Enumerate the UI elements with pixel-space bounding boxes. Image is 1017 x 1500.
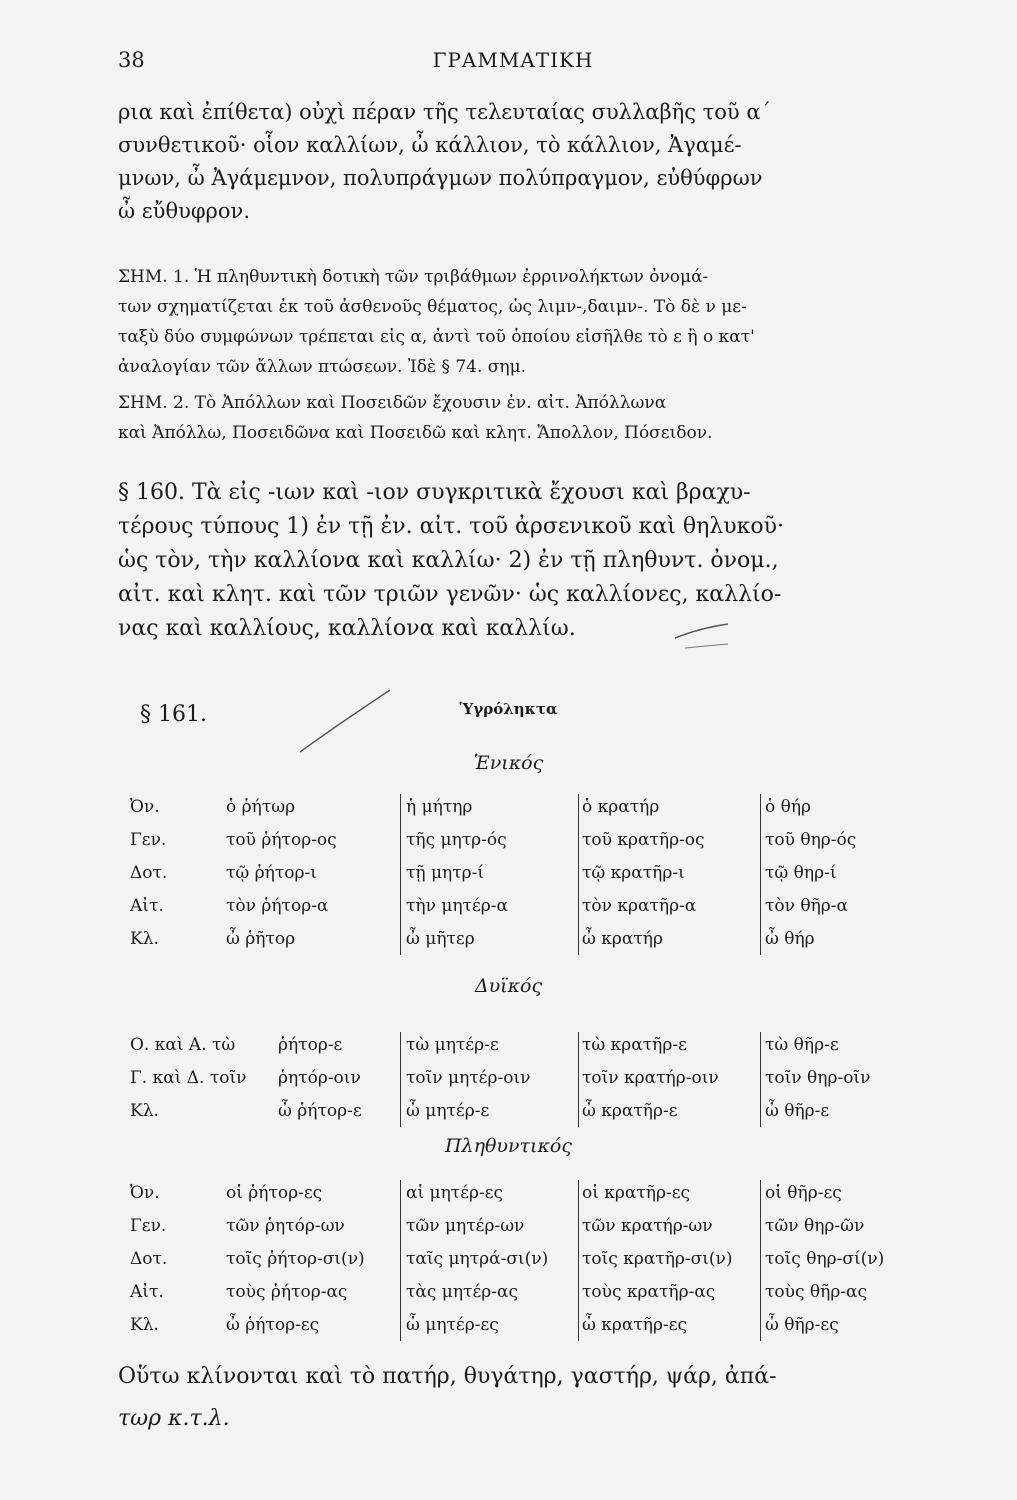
declension-cell: τῶν θηρ-ῶν bbox=[765, 1216, 865, 1236]
declension-cell: ἡ μήτηρ bbox=[406, 797, 473, 817]
case-label: Δοτ. bbox=[130, 1249, 168, 1269]
declension-cell: τοῦ θηρ-ός bbox=[765, 830, 857, 850]
declension-cell: τὸν κρατῆρ-α bbox=[582, 896, 697, 916]
text-line: § 160. Τὰ εἰς -ιων καὶ -ιον συγκριτικὰ ἔχουσι καὶ βραχυ- bbox=[118, 480, 751, 505]
declension-cell: ὁ κρατήρ bbox=[582, 797, 660, 817]
declension-cell: ὁ θήρ bbox=[765, 797, 812, 817]
declension-cell: τῷ θηρ-ί bbox=[765, 863, 837, 883]
table-title: Ὑγρόληκτα bbox=[459, 700, 558, 718]
declension-cell: ὦ μητέρ-ες bbox=[406, 1315, 499, 1335]
declension-cell: ὦ κρατήρ bbox=[582, 929, 663, 949]
declension-cell: οἱ θῆρ-ες bbox=[765, 1183, 842, 1203]
case-label: Κλ. bbox=[130, 929, 159, 949]
declension-cell: τοῖν θηρ-οῖν bbox=[765, 1068, 871, 1088]
case-label: Ὀν. bbox=[130, 797, 160, 817]
text-line: νας καὶ καλλίους, καλλίονα καὶ καλλίω. bbox=[118, 616, 576, 641]
declension-cell: τὰς μητέρ-ας bbox=[406, 1282, 518, 1302]
text-line: ταξὺ δύο συμφώνων τρέπεται εἰς α, ἀντὶ τοῦ ὁποίου εἰσῆλθε τὸ ε ἢ ο κατ' bbox=[118, 327, 755, 347]
pencil-stroke bbox=[675, 624, 728, 638]
text-line: ΣΗΜ. 2. Τὸ Ἀπόλλων καὶ Ποσειδῶν ἔχουσιν ἐν. αἰτ. Ἀπόλλωνα bbox=[118, 393, 667, 413]
declension-cell: τῇ μητρ-ί bbox=[406, 863, 485, 883]
case-label: Γεν. bbox=[130, 830, 167, 850]
declension-cell: ὦ κρατῆρ-ες bbox=[582, 1315, 688, 1335]
heading-dual: Δυϊκός bbox=[474, 975, 543, 997]
page-number: 38 bbox=[118, 48, 145, 72]
declension-cell: τοὺς θῆρ-ας bbox=[765, 1282, 868, 1302]
declension-cell: ὦ θήρ bbox=[765, 929, 815, 949]
heading-plural: Πληθυντικός bbox=[444, 1135, 573, 1157]
declension-cell: τοῖν μητέρ-οιν bbox=[406, 1068, 531, 1088]
declension-cell: ὦ θῆρ-ε bbox=[765, 1101, 830, 1121]
text-line: ὦ εὔθυφρον. bbox=[118, 199, 250, 223]
pencil-stroke bbox=[300, 690, 390, 752]
declension-cell: τὼ μητέρ-ε bbox=[406, 1035, 499, 1055]
case-label: Κλ. bbox=[130, 1315, 159, 1335]
heading-singular: Ἑνικός bbox=[473, 752, 544, 774]
declension-cell: τοῖς θηρ-σί(ν) bbox=[765, 1249, 885, 1269]
declension-cell: ὦ κρατῆρ-ε bbox=[582, 1101, 678, 1121]
header-title: ΓΡΑΜΜΑΤΙΚΗ bbox=[432, 48, 594, 72]
declension-cell: τὼ κρατῆρ-ε bbox=[582, 1035, 687, 1055]
text-line: ΣΗΜ. 1. Ἡ πληθυντικὴ δοτικὴ τῶν τριβάθμων ἐρρινολήκτων ὀνομά- bbox=[118, 267, 709, 287]
declension-cell: τὸν ῥήτορ-α bbox=[226, 896, 329, 916]
text-line: καὶ Ἀπόλλω, Ποσειδῶνα καὶ Ποσειδῶ καὶ κλητ. Ἄπολλον, Πόσειδον. bbox=[118, 423, 713, 443]
text-line: ὡς τὸν, τὴν καλλίονα καὶ καλλίω· 2) ἐν τῇ πληθυντ. ὀνομ., bbox=[118, 548, 779, 573]
declension-cell: τοῖν κρατήρ-οιν bbox=[582, 1068, 719, 1088]
declension-cell: τὸν θῆρ-α bbox=[765, 896, 849, 916]
case-label: Αἰτ. bbox=[130, 1282, 164, 1302]
declension-cell: τῶν ῥητόρ-ων bbox=[226, 1216, 345, 1236]
declension-cell: ὦ ῥήτορ-ε bbox=[278, 1101, 362, 1121]
text-line: των σχηματίζεται ἐκ τοῦ ἀσθενοῦς θέματος, ὡς λιμν-,δαιμν-. Τὸ δὲ ν με- bbox=[118, 297, 747, 317]
declension-cell: τῶν κρατήρ-ων bbox=[582, 1216, 713, 1236]
text-line: τέρους τύπους 1) ἐν τῇ ἐν. αἰτ. τοῦ ἀρσενικοῦ καὶ θηλυκοῦ· bbox=[118, 514, 784, 539]
text-line: τωρ κ.τ.λ. bbox=[118, 1406, 230, 1431]
declension-cell: τοῦ ῥήτορ-ος bbox=[226, 830, 337, 850]
case-label: Δοτ. bbox=[130, 863, 168, 883]
declension-cell: τοῖς κρατῆρ-σι(ν) bbox=[582, 1249, 733, 1269]
declension-cell: ὦ μῆτερ bbox=[406, 929, 475, 949]
declension-cell: τῶν μητέρ-ων bbox=[406, 1216, 525, 1236]
declension-cell: ὦ μητέρ-ε bbox=[406, 1101, 490, 1121]
text-line: ρια καὶ ἐπίθετα) οὐχὶ πέραν τῆς τελευταίας συλλαβῆς τοῦ α΄ bbox=[118, 100, 772, 124]
declension-cell: τῷ ῥήτορ-ι bbox=[226, 863, 317, 883]
case-label: Ο. καὶ Α. τὼ bbox=[130, 1035, 236, 1055]
text-line: αἰτ. καὶ κλητ. καὶ τῶν τριῶν γενῶν· ὡς καλλίονες, καλλίο- bbox=[118, 582, 782, 607]
declension-cell: τὼ θῆρ-ε bbox=[765, 1035, 839, 1055]
declension-cell: ῥητόρ-οιν bbox=[278, 1068, 361, 1088]
declension-cell: τοὺς κρατῆρ-ας bbox=[582, 1282, 716, 1302]
case-label: Γ. καὶ Δ. τοῖν bbox=[130, 1068, 247, 1088]
declension-cell: οἱ ῥήτορ-ες bbox=[226, 1183, 323, 1203]
declension-cell: τῆς μητρ-ός bbox=[406, 830, 507, 850]
declension-cell: τοὺς ῥήτορ-ας bbox=[226, 1282, 348, 1302]
text-line: ἀναλογίαν τῶν ἄλλων πτώσεων. Ἰδὲ § 74. σημ. bbox=[118, 357, 527, 377]
declension-cell: ὦ θῆρ-ες bbox=[765, 1315, 839, 1335]
declension-cell: ταῖς μητρά-σι(ν) bbox=[406, 1249, 549, 1269]
declension-cell: αἱ μητέρ-ες bbox=[406, 1183, 504, 1203]
declension-cell: τῷ κρατῆρ-ι bbox=[582, 863, 685, 883]
text-line: συνθετικοῦ· οἷον καλλίων, ὦ κάλλιον, τὸ κάλλιον, Ἀγαμέ- bbox=[118, 133, 742, 157]
declension-cell: ὦ ῥήτορ-ες bbox=[226, 1315, 320, 1335]
declension-cell: ὦ ῥῆτορ bbox=[226, 929, 296, 949]
section-161-label: § 161. bbox=[140, 702, 207, 727]
declension-cell: οἱ κρατῆρ-ες bbox=[582, 1183, 691, 1203]
case-label: Αἰτ. bbox=[130, 896, 164, 916]
case-label: Κλ. bbox=[130, 1101, 159, 1121]
declension-cell: τὴν μητέρ-α bbox=[406, 896, 508, 916]
text-line: Οὕτω κλίνονται καὶ τὸ πατήρ, θυγάτηρ, γαστήρ, ψάρ, ἀπά- bbox=[118, 1364, 777, 1389]
case-label: Ὀν. bbox=[130, 1183, 160, 1203]
declension-cell: τοῦ κρατῆρ-ος bbox=[582, 830, 705, 850]
text-line: μνων, ὦ Ἀγάμεμνον, πολυπράγμων πολύπραγμον, εὐθύφρων bbox=[118, 166, 763, 190]
declension-cell: ῥήτορ-ε bbox=[278, 1035, 343, 1055]
case-label: Γεν. bbox=[130, 1216, 167, 1236]
declension-cell: ὁ ῥήτωρ bbox=[226, 797, 296, 817]
declension-cell: τοῖς ῥήτορ-σι(ν) bbox=[226, 1249, 365, 1269]
pencil-stroke bbox=[685, 644, 728, 648]
